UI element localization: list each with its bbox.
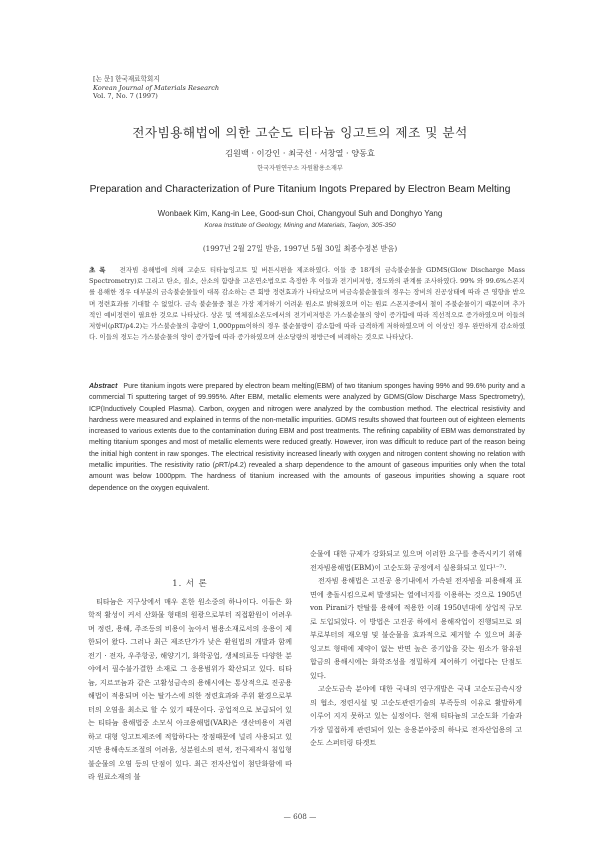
journal-volume: Vol. 7, No. 7 (1997): [93, 92, 158, 101]
paragraph: 순물에 대한 규제가 강화되고 있으며 이러한 요구를 충족시키기 위해 전자빔용해법(EBM)이 고순도화 공정에서 실용화되고 있다¹⁻⁷⁾.: [310, 549, 522, 572]
institution-korean: 한국자원연구소 자원활용소재부: [257, 165, 343, 172]
body-column-right: [310, 547, 522, 750]
paragraph: 전자빔 용해법은 고진공 용기내에서 가속된 전자빔을 피용해재 표면에 충돌시킴으로써 발생되는 열에너지를 이용하는 것으로 1905년 von Pirani가 탄탈륨 용해에 적용한 이래 1950년대에 상업적 규모로 도입되었다. 이 방법은 고진공 하에서 용해작업이 진행되므로 외부로부터의 재오염 및 불순물을 효과적으로 제거할 수 있으며 최종 잉고트 형태에 제약이 없는 반면 높은 증기압을 갖는 원소가 함유된 합금의 용해시에는 화학조성을 정밀하게 제어하기 어렵다는 단점도 있다.: [310, 576, 522, 680]
journal-label-ko: [논 문] 한국재료학회지: [93, 75, 160, 83]
title-english: Preparation and Characterization of Pure Titanium Ingots Prepared by Electron Beam Melting: [89, 184, 511, 195]
abstract-korean-label: 초 록: [89, 266, 106, 274]
body-column-left: [88, 577, 292, 784]
journal-header: [93, 75, 219, 101]
abstract-korean: [89, 265, 525, 343]
abstract-english-text: Pure titanium ingots were prepared by electron beam melting(EBM) of two titanium sponges having 99% and 99.6% purity and a commercial Ti sputtering target of 99.995%. After EBM, metallic elements were analyzed by GDMS(Glow Discharge Mass Spectrometry), ICP(Inductively Coupled Plasma). Carbon, oxygen and nitrogen were analyzed by the combustion method. The electrical resistivity and hardness were measured and explained in terms of the non-metallic impurities. GDMS results showed that fourteen out of eighteen elements increased to various extents due to the contamination during EBM and post treatments. The refining capability of EBM was demonstrated by melting titanium sponges and most of metallic elements were reduced greatly. However, iron was difficult to reduce part of the reason being the initial high content in raw sponges. The electrical resistivity increased linearly with oxygen and nitrogen content showing no relation with metallic impurities. The resistivity ratio (ρRT/ρ4.2) revealed a sharp dependence to the amount of gaseous impurities only when the total amount was below 1000ppm. The hardness of titanium increased with the amounts of gaseous impurities showing a square root dependence on the oxygen equivalent.: [89, 383, 525, 492]
authors-korean: 김원백 · 이강인 · 최국선 · 서창열 · 양동효: [225, 148, 375, 158]
page-number: — 608 —: [283, 812, 317, 821]
abstract-korean-text: 전자빔 용해법에 의해 고순도 티타늄잉고트 및 버튼시편을 제조하였다. 이들 중 18개의 금속불순물을 GDMS(Glow Discharge Mass Spectrometry)로 그리고 탄소, 질소, 산소의 함량을 고온연소법으로 측정한 후 이들과 전기비저항, 경도와의 관계를 조사하였다. 99% 와 99.6%스폰지를 용해한 경우 대부분의 금속불순물들이 대폭 감소하는 큰 회방 정련효과가 나타났으며 비금속불순물들의 경우는 장비의 진공상태에 따라 큰 영향을 받으며 정련효과를 기대할 수 없었다. 금속 불순물중 철은 가장 제거하기 어려운 원소로 밝혀졌으며 이는 원료 스폰지중에서 철이 주불순물이기 때문이며 추가적인 예비정련이 필요한 것으로 나타났다. 상온 및 액체질소온도에서의 전기비저항은 가스불순물의 양이 증가함에 따라 직선적으로 증가하였으며 이들의 저항비(ρRT/ρ4.2)는 가스불순물의 총량이 1,000ppm이하의 경우 불순물량이 감소함에 따라 급격하게 저하하였으며 이 이상인 경우 완만하게 감소하였다. 이들의 경도는 가스불순물의 양이 증가함에 따라 증가하였으며 산소당량의 평방근에 비례하는 것으로 나타났다.: [89, 266, 525, 342]
title-korean: 전자빔용해법에 의한 고순도 티타늄 잉고트의 제조 및 분석: [132, 125, 468, 140]
paragraph: 고순도금속 분야에 대한 국내의 연구개발은 국내 고순도금속시장의 협소, 정련시설 및 고순도관련기술의 부족등의 이유로 활발하게 이루어 지지 못하고 있는 실정이다. 현재 티타늄의 고순도화 기술과 가장 밀접하게 관련되어 있는 응용분야중의 하나로 전자산업용의 고순도 스퍼터링 타겟트: [310, 684, 522, 747]
section-heading-introduction: 1. 서 론: [172, 578, 208, 588]
journal-name-en: Korean Journal of Materials Research: [93, 83, 220, 92]
institution-english: Korea Institute of Geology, Mining and Materials, Taejon, 305-350: [204, 222, 396, 229]
authors-english: Wonbaek Kim, Kang-in Lee, Good-sun Choi, Changyoul Suh and Donghyo Yang: [157, 209, 443, 218]
abstract-english-label: Abstract: [89, 383, 118, 390]
received-dates: (1997년 2월 27일 받음, 1997년 5월 30일 최종수정본 받음): [202, 244, 398, 253]
abstract-english: [89, 381, 525, 494]
paragraph: 티타늄은 지구상에서 매우 흔한 원소중의 하나이다. 이들은 화학적 활성이 커서 산화물 형태의 원광으로부터 직접환원이 어려우며 정련, 용해, 주조등의 비용이 높아서 범용소재로서의 응용이 제한되어 왔다. 그러나 최근 제조단가가 낮은 환원법의 개발과 함께 전기 · 전자, 우주항공, 해양기기, 화학공업, 생체의료등 다양한 분야에서 필수불가결한 소재로 그 응용범위가 확산되고 있다. 티타늄, 지르코늄과 같은 고활성금속의 용해시에는 통상적으로 진공용해법이 적용되며 이는 탈가스에 의한 정련효과와 주위 환경으로부터의 오염을 최소로 할 수 있기 때문이다. 공업적으로 보급되어 있는 티타늄 용해법중 소모식 아크용해법(VAR)은 생산비용이 저렴하고 대형 잉고트제조에 적합하다는 장점때문에 널리 사용되고 있지만 용해속도조절의 어려움, 성분원소의 편석, 전극제작시 침입형 불순물의 오염 등의 단점이 있다. 최근 전자산업이 첨단화함에 따라 원료소재의 불: [88, 596, 292, 781]
